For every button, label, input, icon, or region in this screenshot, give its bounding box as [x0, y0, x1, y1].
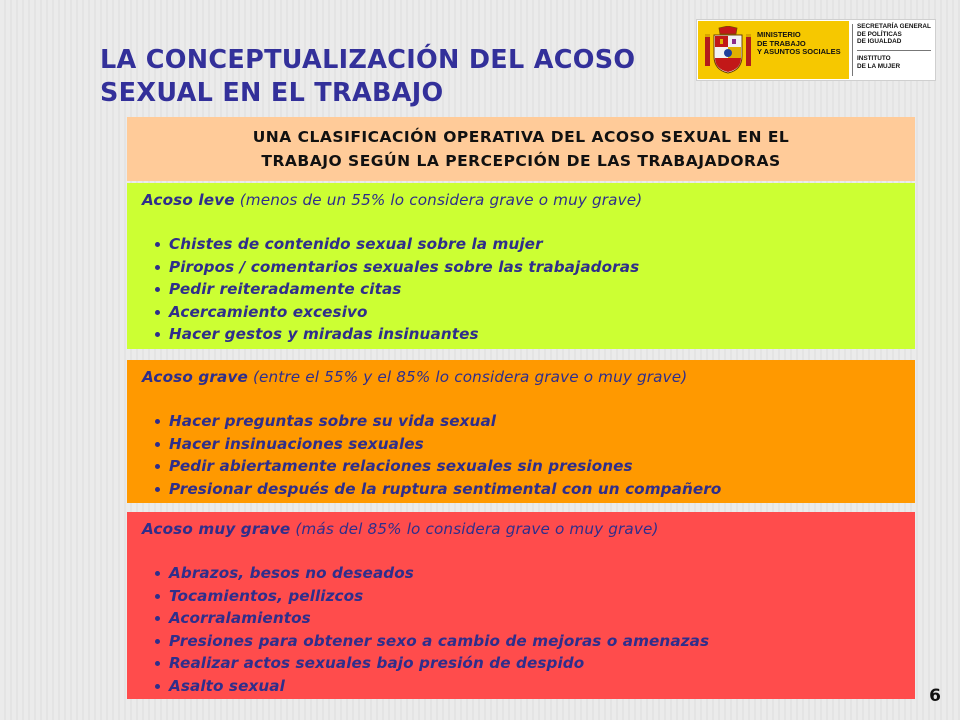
classification-header	[127, 117, 915, 181]
list-item: Abrazos, besos no deseados	[169, 562, 915, 585]
government-logo	[696, 19, 936, 81]
list-item: Hacer insinuaciones sexuales	[169, 433, 915, 456]
list-item: Tocamientos, pellizcos	[169, 585, 915, 608]
classification-header-line-1: UNA CLASIFICACIÓN OPERATIVA DEL ACOSO SEXUAL EN EL	[252, 128, 790, 146]
category-items	[142, 410, 915, 500]
list-item: Piropos / comentarios sexuales sobre las trabajadoras	[169, 256, 915, 279]
list-item: Realizar actos sexuales bajo presión de despido	[169, 652, 915, 675]
classification-header-line-2: TRABAJO SEGÚN LA PERCEPCIÓN DE LAS TRABAJADORAS	[261, 152, 781, 170]
secretaria-name: SECRETARÍA GENERAL DE POLÍTICAS DE IGUALDAD	[857, 23, 931, 46]
instituto-name: INSTITUTO DE LA MUJER	[857, 55, 901, 70]
coat-of-arms-icon	[705, 26, 751, 74]
list-item: Hacer gestos y miradas insinuantes	[169, 323, 915, 346]
category-grave	[127, 360, 915, 503]
slide-title-line-1: LA CONCEPTUALIZACIÓN DEL ACOSO	[100, 45, 636, 75]
category-leve	[127, 183, 915, 349]
category-label: Acoso grave	[142, 368, 248, 386]
ministry-name: MINISTERIO DE TRABAJO Y ASUNTOS SOCIALES	[757, 30, 841, 56]
logo-divider-horizontal	[857, 50, 931, 51]
category-label: Acoso muy grave	[142, 520, 291, 538]
logo-divider	[852, 24, 853, 76]
list-item: Presiones para obtener sexo a cambio de mejoras o amenazas	[169, 630, 915, 653]
slide-title-line-2: SEXUAL EN EL TRABAJO	[100, 78, 444, 108]
category-note: (menos de un 55% lo considera grave o muy grave)	[239, 191, 643, 209]
category-heading	[142, 518, 915, 540]
category-heading	[142, 189, 915, 211]
category-note: (entre el 55% y el 85% lo considera grave o muy grave)	[252, 368, 688, 386]
category-items	[142, 233, 915, 346]
list-item: Pedir reiteradamente citas	[169, 278, 915, 301]
category-note: (más del 85% lo considera grave o muy grave)	[295, 520, 659, 538]
category-muy-grave	[127, 512, 915, 699]
category-items	[142, 562, 915, 697]
page-number: 6	[929, 686, 941, 706]
list-item: Hacer preguntas sobre su vida sexual	[169, 410, 915, 433]
list-item: Asalto sexual	[169, 675, 915, 698]
list-item: Presionar después de la ruptura sentimental con un compañero	[169, 478, 915, 501]
list-item: Acorralamientos	[169, 607, 915, 630]
category-heading	[142, 366, 915, 388]
list-item: Chistes de contenido sexual sobre la mujer	[169, 233, 915, 256]
category-label: Acoso leve	[142, 191, 235, 209]
list-item: Pedir abiertamente relaciones sexuales sin presiones	[169, 455, 915, 478]
list-item: Acercamiento excesivo	[169, 301, 915, 324]
slide-title	[100, 44, 700, 110]
